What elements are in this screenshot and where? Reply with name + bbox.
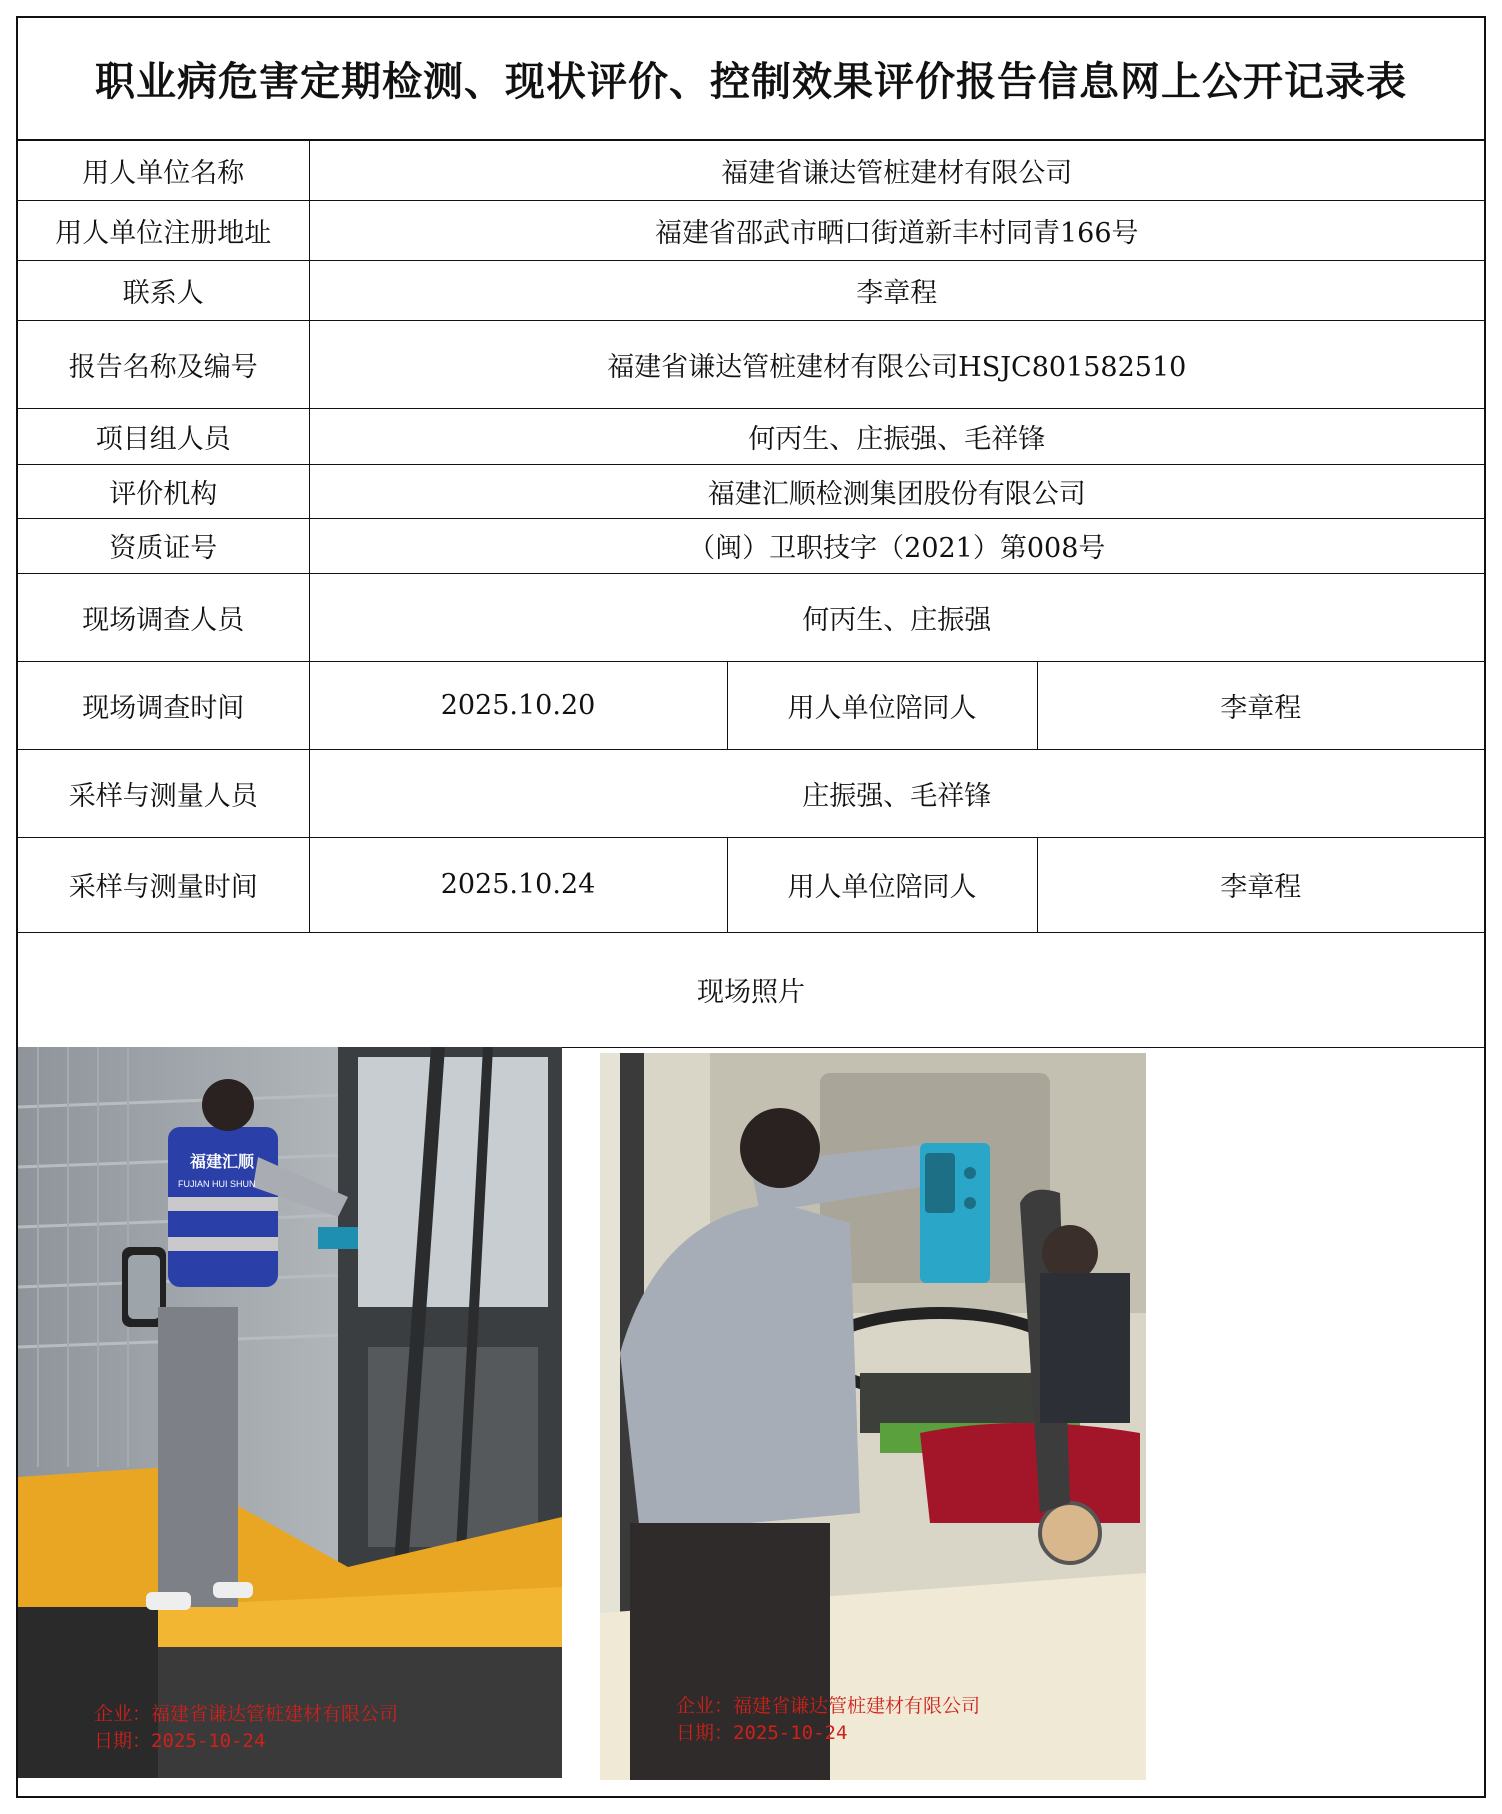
row-label: 采样与测量人员 <box>18 749 309 837</box>
sampling-escort-value: 李章程 <box>1037 837 1484 932</box>
photos-label: 现场照片 <box>18 932 1484 1047</box>
contact-value: 李章程 <box>309 260 1484 320</box>
table-row <box>18 837 1484 932</box>
row-label: 项目组人员 <box>18 408 309 464</box>
table-row <box>18 661 1484 749</box>
report-value: 福建省谦达管桩建材有限公司HSJC801582510 <box>309 320 1484 408</box>
vest-logo-text: 福建汇顺 <box>190 1154 255 1171</box>
employer-address-value: 福建省邵武市晒口街道新丰村同青166号 <box>309 200 1484 260</box>
table-row <box>18 320 1484 408</box>
photo-stamp-company: 企业：福建省谦达管桩建材有限公司 <box>676 1695 981 1717</box>
survey-escort-value: 李章程 <box>1037 661 1484 749</box>
survey-staff-value: 何丙生、庄振强 <box>309 573 1484 661</box>
row-label: 现场调查人员 <box>18 573 309 661</box>
info-table <box>18 141 1484 1048</box>
table-row <box>18 749 1484 837</box>
loader-photo-image <box>18 1047 562 1778</box>
table-row <box>18 260 1484 320</box>
site-photo-loader <box>18 1047 562 1778</box>
row-label: 资质证号 <box>18 518 309 573</box>
row-label: 用人单位注册地址 <box>18 200 309 260</box>
team-value: 何丙生、庄振强、毛祥锋 <box>309 408 1484 464</box>
row-label: 用人单位名称 <box>18 141 309 200</box>
table-row <box>18 518 1484 573</box>
table-row <box>18 573 1484 661</box>
row-label: 评价机构 <box>18 464 309 518</box>
sampling-staff-value: 庄振强、毛祥锋 <box>309 749 1484 837</box>
table-row <box>18 141 1484 200</box>
table-row <box>18 464 1484 518</box>
sampling-time-value: 2025.10.24 <box>309 837 727 932</box>
photo-stamp-date: 日期：2025-10-24 <box>94 1730 266 1752</box>
vest-logo-subtext: FUJIAN HUI SHUN <box>178 1179 256 1189</box>
escort-label: 用人单位陪同人 <box>727 661 1037 749</box>
agency-value: 福建汇顺检测集团股份有限公司 <box>309 464 1484 518</box>
row-label: 采样与测量时间 <box>18 837 309 932</box>
page-title: 职业病危害定期检测、现状评价、控制效果评价报告信息网上公开记录表 <box>18 18 1484 141</box>
table-row <box>18 932 1484 1047</box>
table-row <box>18 200 1484 260</box>
escort-label: 用人单位陪同人 <box>727 837 1037 932</box>
cert-value: （闽）卫职技字（2021）第008号 <box>309 518 1484 573</box>
truck-photo-image <box>600 1053 1146 1780</box>
photo-stamp-company: 企业：福建省谦达管桩建材有限公司 <box>94 1703 399 1725</box>
row-label: 联系人 <box>18 260 309 320</box>
photo-stamp-date: 日期：2025-10-24 <box>676 1722 848 1744</box>
employer-name-value: 福建省谦达管桩建材有限公司 <box>309 141 1484 200</box>
table-row <box>18 408 1484 464</box>
row-label: 报告名称及编号 <box>18 320 309 408</box>
site-photo-truck-cab <box>600 1053 1146 1780</box>
survey-time-value: 2025.10.20 <box>309 661 727 749</box>
record-form <box>16 16 1486 1798</box>
row-label: 现场调查时间 <box>18 661 309 749</box>
photo-area <box>18 1047 1484 1798</box>
